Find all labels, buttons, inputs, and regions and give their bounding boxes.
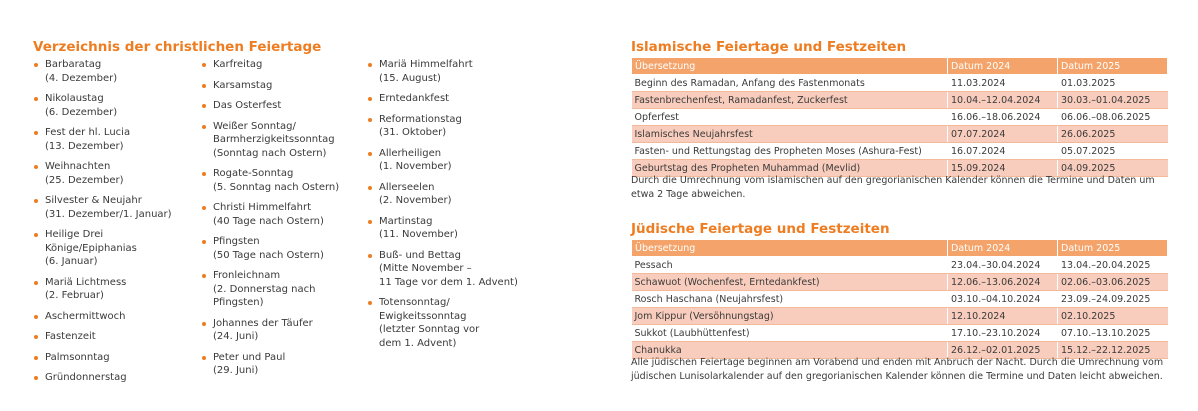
table-row: [632, 143, 1168, 160]
holiday-list-item: [201, 79, 366, 93]
table-cell: Geburtstag des Propheten Muhammad (Mevlid): [632, 160, 948, 177]
bullet-icon: [34, 233, 38, 237]
bullet-icon: [202, 63, 206, 67]
table-row: [632, 308, 1168, 325]
holiday-list-item: [33, 276, 198, 303]
table-cell: 17.10.–23.10.2024: [948, 325, 1058, 342]
holiday-list-item: [33, 351, 198, 365]
table-cell: 30.03.–01.04.2025: [1058, 92, 1168, 109]
table-cell: 02.06.–03.06.2025: [1058, 274, 1168, 291]
holiday-name: Pfingsten (50 Tage nach Ostern): [213, 236, 324, 261]
bullet-icon: [368, 254, 372, 258]
holiday-list-item: [33, 371, 198, 385]
table-cell: 23.04.–30.04.2024: [948, 257, 1058, 274]
table-cell: Pessach: [632, 257, 948, 274]
table-cell: 10.04.–12.04.2024: [948, 92, 1058, 109]
bullet-icon: [368, 301, 372, 305]
bullet-icon: [34, 63, 38, 67]
table-header-cell: Datum 2024: [948, 240, 1058, 257]
table-row: [632, 257, 1168, 274]
table-header-cell: Übersetzung: [632, 240, 948, 257]
jewish-holidays-title: Jüdische Feiertage und Festzeiten: [631, 221, 890, 237]
holiday-list-item: [201, 235, 366, 262]
holiday-list-item: [367, 113, 532, 140]
holiday-name: Christi Himmelfahrt (40 Tage nach Ostern): [213, 202, 324, 227]
table-cell: Jom Kippur (Versöhnungstag): [632, 308, 948, 325]
bullet-icon: [202, 274, 206, 278]
table-cell: 07.10.–13.10.2025: [1058, 325, 1168, 342]
table-cell: 01.03.2025: [1058, 75, 1168, 92]
holiday-name: Peter und Paul (29. Juni): [213, 351, 286, 376]
holiday-name: Aschermittwoch: [45, 310, 126, 322]
table-row: [632, 92, 1168, 109]
bullet-icon: [368, 118, 372, 122]
table-cell: Beginn des Ramadan, Anfang des Fastenmonats: [632, 75, 948, 92]
bullet-icon: [202, 356, 206, 360]
table-row: [632, 75, 1168, 92]
table-cell: 12.06.–13.06.2024: [948, 274, 1058, 291]
holiday-name: Martinstag (11. November): [379, 215, 458, 240]
jewish-holidays-table: [631, 239, 1168, 359]
holiday-list-item: [33, 160, 198, 187]
bullet-icon: [34, 376, 38, 380]
table-header-cell: Datum 2024: [948, 58, 1058, 75]
table-cell: 16.07.2024: [948, 143, 1058, 160]
holiday-name: Karfreitag: [213, 59, 263, 70]
holiday-list-item: [201, 58, 366, 72]
holiday-list-item: [367, 147, 532, 174]
bullet-icon: [202, 322, 206, 326]
table-cell: 23.09.–24.09.2025: [1058, 291, 1168, 308]
holiday-name: Heilige Drei Könige/Epiphanias (6. Januar): [45, 229, 137, 267]
jewish-note: Alle jüdischen Feiertage beginnen am Vorabend und enden mit Anbruch der Nacht. Durch die Umrechnung vom jüdischen Lunisolarkalender auf den gregorianischen Kalender können die Termine und Daten leicht abweichen.: [631, 357, 1164, 382]
table-cell: 26.06.2025: [1058, 126, 1168, 143]
table-cell: Schawuot (Wochenfest, Erntedankfest): [632, 274, 948, 291]
table-cell: Chanukka: [632, 342, 948, 359]
table-cell: 06.06.–08.06.2025: [1058, 109, 1168, 126]
holiday-name: Allerseelen (2. November): [379, 181, 452, 206]
table-row: [632, 325, 1168, 342]
holiday-name: Reformationstag (31. Oktober): [379, 113, 462, 138]
holiday-name: Allerheiligen (1. November): [379, 147, 452, 172]
table-cell: 04.09.2025: [1058, 160, 1168, 177]
holiday-name: Gründonnerstag: [45, 372, 127, 383]
holiday-list-item: [201, 317, 366, 344]
table-cell: 13.04.–20.04.2025: [1058, 257, 1168, 274]
bullet-icon: [34, 131, 38, 135]
table-row: [632, 126, 1168, 143]
christian-column-1: [33, 58, 198, 392]
holiday-list-item: [367, 92, 532, 106]
holiday-name: Weißer Sonntag/ Barmherzigkeitssonntag (Sonntag nach Ostern): [213, 120, 335, 159]
bullet-icon: [368, 152, 372, 156]
table-cell: 15.12.–22.12.2025: [1058, 342, 1168, 359]
holiday-list-item: [367, 215, 532, 242]
holiday-name: Fronleichnam (2. Donnerstag nach Pfingsten): [213, 270, 316, 308]
bullet-icon: [34, 315, 38, 319]
table-header-cell: Übersetzung: [632, 58, 948, 75]
islamic-note: Durch die Umrechnung vom islamischen auf den gregorianischen Kalender können die Termine und Daten um etwa 2 Tage abweichen.: [631, 175, 1155, 200]
islamic-holidays-table: [631, 57, 1168, 177]
table-cell: 02.10.2025: [1058, 308, 1168, 325]
holiday-name: Johannes der Täufer (24. Juni): [213, 317, 313, 342]
holiday-name: Palmsonntag: [45, 351, 110, 363]
holiday-list-item: [367, 296, 532, 350]
table-cell: Opferfest: [632, 109, 948, 126]
table-cell: 11.03.2024: [948, 75, 1058, 92]
bullet-icon: [34, 199, 38, 203]
holiday-name: Das Osterfest: [213, 100, 282, 111]
table-cell: Fastenbrechenfest, Ramadanfest, Zuckerfest: [632, 92, 948, 109]
table-cell: 07.07.2024: [948, 126, 1058, 143]
holiday-name: Fest der hl. Lucia (13. Dezember): [45, 127, 131, 152]
bullet-icon: [34, 165, 38, 169]
holiday-list-item: [33, 228, 198, 269]
bullet-icon: [202, 84, 206, 88]
bullet-icon: [34, 97, 38, 101]
table-cell: Islamisches Neujahrsfest: [632, 126, 948, 143]
table-row: [632, 109, 1168, 126]
holiday-name: Nikolaustag (6. Dezember): [45, 93, 118, 118]
holiday-list-item: [201, 269, 366, 310]
bullet-icon: [202, 206, 206, 210]
holiday-list-item: [33, 194, 198, 221]
islamic-holidays-title: Islamische Feiertage und Festzeiten: [631, 39, 907, 55]
bullet-icon: [34, 281, 38, 285]
holiday-name: Rogate-Sonntag (5. Sonntag nach Ostern): [213, 168, 340, 193]
holiday-list-item: [367, 58, 532, 85]
table-row: [632, 274, 1168, 291]
table-cell: 15.09.2024: [948, 160, 1058, 177]
holiday-name: Erntedankfest: [379, 93, 450, 104]
holiday-name: Fastenzeit: [45, 331, 96, 342]
bullet-icon: [202, 240, 206, 244]
holiday-name: Totensonntag/ Ewigkeitssonntag (letzter Sonntag vor dem 1. Advent): [379, 297, 480, 349]
holiday-name: Silvester & Neujahr (31. Dezember/1. Januar): [45, 195, 172, 220]
bullet-icon: [34, 335, 38, 339]
christian-column-2: [201, 58, 366, 385]
bullet-icon: [368, 63, 372, 67]
holiday-list-item: [33, 126, 198, 153]
bullet-icon: [368, 220, 372, 224]
holiday-name: Mariä Lichtmess (2. Februar): [45, 276, 127, 301]
holiday-list-item: [367, 181, 532, 208]
table-cell: 12.10.2024: [948, 308, 1058, 325]
holiday-list-item: [33, 58, 198, 85]
holiday-list-item: [201, 99, 366, 113]
holiday-list-item: [201, 201, 366, 228]
table-cell: 26.12.–02.01.2025: [948, 342, 1058, 359]
bullet-icon: [202, 104, 206, 108]
holiday-name: Weihnachten (25. Dezember): [45, 161, 124, 186]
holiday-list-item: [201, 120, 366, 161]
bullet-icon: [368, 186, 372, 190]
christian-holidays-title: Verzeichnis der christlichen Feiertage: [33, 39, 322, 55]
holiday-name: Karsamstag: [213, 79, 273, 91]
holiday-list-item: [33, 330, 198, 344]
bullet-icon: [202, 125, 206, 129]
holiday-name: Buß- und Bettag (Mitte November – 11 Tage vor dem 1. Advent): [379, 249, 518, 288]
table-row: [632, 291, 1168, 308]
table-cell: 16.06.–18.06.2024: [948, 109, 1058, 126]
holiday-name: Barbaratag (4. Dezember): [45, 59, 118, 84]
bullet-icon: [202, 172, 206, 176]
bullet-icon: [34, 356, 38, 360]
holiday-list-item: [201, 167, 366, 194]
christian-column-3: [367, 58, 532, 357]
holiday-name: Mariä Himmelfahrt (15. August): [379, 59, 473, 84]
holiday-list-item: [367, 249, 532, 290]
table-cell: 05.07.2025: [1058, 143, 1168, 160]
table-cell: 03.10.–04.10.2024: [948, 291, 1058, 308]
holiday-list-item: [33, 310, 198, 324]
table-header-cell: Datum 2025: [1058, 58, 1168, 75]
holiday-list-item: [201, 351, 366, 378]
holiday-list-item: [33, 92, 198, 119]
bullet-icon: [368, 97, 372, 101]
table-cell: Sukkot (Laubhüttenfest): [632, 325, 948, 342]
table-cell: Rosch Haschana (Neujahrsfest): [632, 291, 948, 308]
table-header-cell: Datum 2025: [1058, 240, 1168, 257]
table-cell: Fasten- und Rettungstag des Propheten Moses (Ashura-Fest): [632, 143, 948, 160]
